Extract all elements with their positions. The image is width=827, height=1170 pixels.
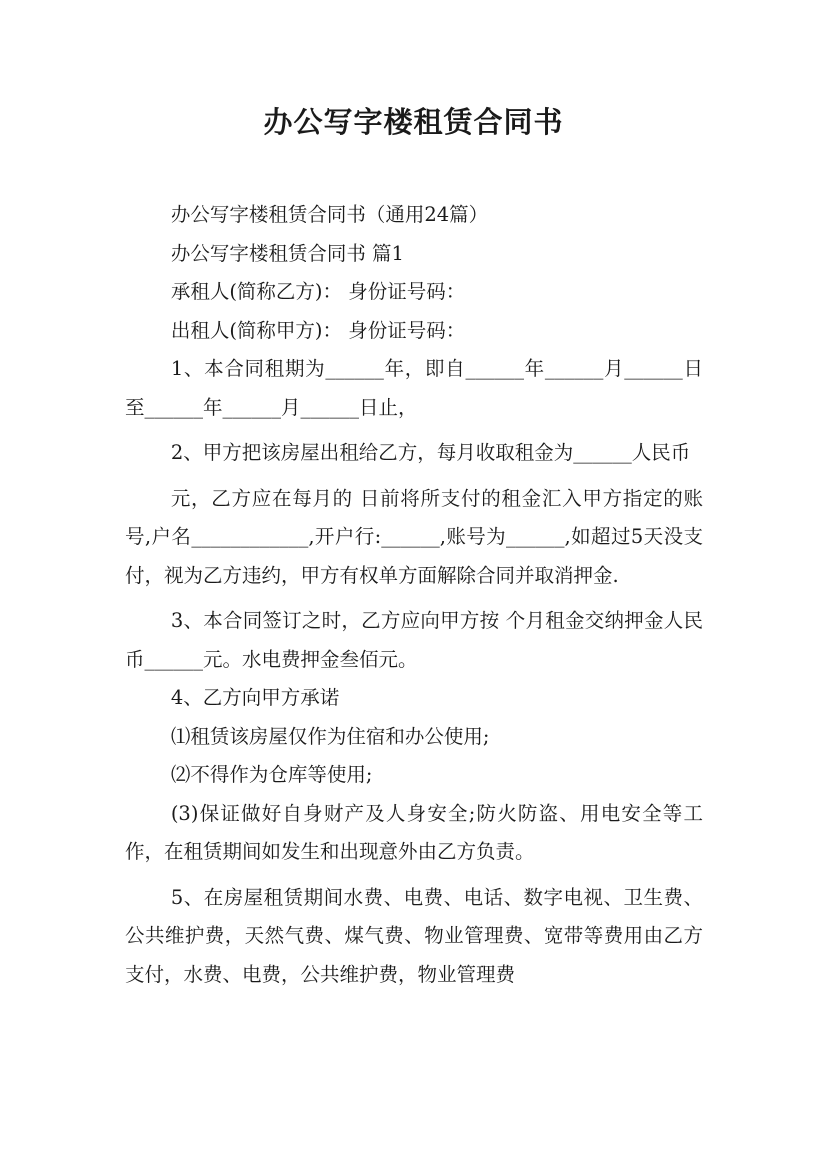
paragraph-clause-5: 5、在房屋租赁期间水费、电费、电话、数字电视、卫生费、公共维护费，天然气费、煤气费、物业管理费、宽带等费用由乙方支付，水费、电费，公共维护费，物业管理费 bbox=[125, 885, 703, 986]
paragraph-clause-3: 3、本合同签订之时，乙方应向甲方按 个月租金交纳押金人民币______元。水电费押金叁佰元。 bbox=[125, 609, 703, 671]
paragraph-clause-1: 1、本合同租期为______年，即自______年______月______日至______年______月______日止， bbox=[125, 357, 703, 419]
paragraph-section-heading: 办公写字楼租赁合同书 篇1 bbox=[170, 241, 404, 265]
paragraph-lessee: 承租人(简称乙方)： 身份证号码： bbox=[170, 280, 466, 303]
paragraph-clause-2: 2、甲方把该房屋出租给乙方，每月收取租金为______人民币 bbox=[170, 441, 691, 464]
document-body bbox=[125, 196, 703, 994]
paragraph-clause-4: 4、乙方向甲方承诺 bbox=[170, 686, 340, 709]
paragraph-subtitle: 办公写字楼租赁合同书（通用24篇） bbox=[170, 203, 489, 226]
document-title: 办公写字楼租赁合同书 bbox=[263, 105, 564, 139]
paragraph-clause-4-item-3: (3)保证做好自身财产及人身安全;防火防盗、用电安全等工作，在租赁期间如发生和出现意外由乙方负责。 bbox=[125, 801, 703, 863]
paragraph-clause-2-detail: 元，乙方应在每月的 日前将所支付的租金汇入甲方指定的账号,户名____________,开户行:______,账号为______,如超过5天没支付，视为乙方违约，甲方有权单方面解除合同并取消押金. bbox=[125, 486, 703, 587]
paragraph-clause-4-item-1: ⑴租赁该房屋仅作为住宿和办公使用; bbox=[170, 724, 490, 748]
paragraph-lessor: 出租人(简称甲方)： 身份证号码： bbox=[170, 318, 466, 342]
paragraph-clause-4-item-2: ⑵不得作为仓库等使用; bbox=[170, 763, 373, 786]
